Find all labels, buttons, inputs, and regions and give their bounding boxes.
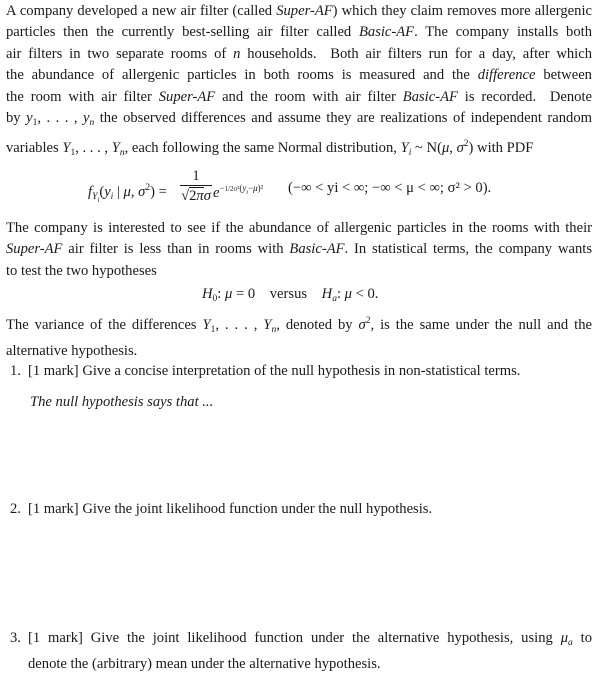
question-1-answer-prompt[interactable]: The null hypothesis says that ... bbox=[30, 394, 214, 410]
intro-line-4: the abundance of allergenic particles in both rooms is measured and the difference between bbox=[6, 67, 592, 84]
question-2-body bbox=[28, 499, 592, 520]
intro-line-6: by $y_1$, . . . , $y_n$ the observed differences and assume they are realizations of independent random bbox=[6, 110, 593, 129]
fraction-bar bbox=[180, 185, 212, 186]
intro-line-5: the room with air filter Super-AF and the room with air filter Basic-AF is recorded. Denote bbox=[6, 88, 592, 105]
product-super-af: Super-AF bbox=[158, 88, 216, 105]
variance-paragraph bbox=[6, 311, 592, 363]
hypotheses bbox=[202, 284, 378, 310]
formula-domain-condition: (−∞ < yi < ∞; −∞ < μ < ∞; σ² > 0). bbox=[288, 180, 492, 196]
product-super-af: Super-AF bbox=[6, 241, 63, 258]
intro-line-1: A company developed a new air filter (called Super-AF) which they claim removes more allergenic bbox=[6, 3, 592, 19]
fraction-denominator: √2πσ bbox=[181, 188, 211, 204]
question-2-marks: [1 mark] bbox=[28, 501, 79, 517]
intro-paragraph bbox=[6, 1, 592, 165]
interest-line-2: Super-AF air filter is less than in rooms with Basic-AF. In statistical terms, the company wants bbox=[6, 241, 592, 258]
product-basic-af: Basic-AF bbox=[289, 241, 345, 258]
pdf-formula bbox=[88, 168, 548, 208]
question-1 bbox=[10, 361, 592, 383]
question-2 bbox=[10, 499, 592, 521]
intro-line-2: particles then the currently best-selling air filter called Basic-AF. The company installs both bbox=[6, 24, 592, 41]
question-3-line-2: denote the (arbitrary) mean under the alternative hypothesis. bbox=[28, 656, 381, 673]
intro-line-7: variables $Y_1$, . . . , $Y_n$, each following the same Normal distribution, $Y_i$ ~ N(μ, $\sigma^2$) with PDF bbox=[6, 139, 534, 159]
interest-line-3: to test the two hypotheses bbox=[6, 262, 157, 279]
question-1-marks: [1 mark] bbox=[28, 363, 79, 379]
question-3-number: 3. bbox=[10, 630, 21, 646]
fraction-numerator: 1 bbox=[192, 168, 200, 184]
question-1-body bbox=[28, 361, 592, 382]
question-1-text: Give a concise interpretation of the null hypothesis in non-statistical terms. bbox=[82, 363, 521, 379]
formula-exponential: $e^{-1/2\sigma^2(y_i-\mu)^2}$ bbox=[213, 183, 264, 201]
question-2-text: Give the joint likelihood function under the null hypothesis. bbox=[82, 501, 433, 517]
question-2-number: 2. bbox=[10, 501, 21, 517]
alternative-hypothesis: $H_a$: μ < 0. bbox=[321, 286, 379, 304]
formula-lhs: $f_{Y_i}(y_i$ | μ, $\sigma^2$) = bbox=[88, 183, 167, 204]
product-super-af: Super-AF bbox=[276, 3, 333, 19]
interest-line-1: The company is interested to see if the abundance of allergenic particles in the rooms with their bbox=[6, 220, 592, 236]
question-3-marks: [1 mark] bbox=[28, 630, 83, 646]
variance-line-1: The variance of the differences $Y_1$, . . . , $Y_n$, denoted by $\sigma^2$, is the same under the null and the bbox=[6, 316, 592, 335]
formula-fraction bbox=[180, 168, 212, 205]
emphasis-difference: difference bbox=[477, 67, 536, 84]
question-3-body bbox=[28, 628, 592, 676]
question-3 bbox=[10, 628, 592, 672]
product-basic-af: Basic-AF bbox=[358, 24, 415, 41]
question-3-line-1: [1 mark] Give the joint likelihood function under the alternative hypothesis, using $\mu_a$ to bbox=[28, 630, 592, 648]
hypotheses-connector: versus bbox=[269, 286, 308, 302]
interest-paragraph bbox=[6, 218, 592, 282]
null-hypothesis: $H_0$: μ = 0 bbox=[202, 286, 256, 304]
question-1-number: 1. bbox=[10, 363, 21, 379]
product-basic-af: Basic-AF bbox=[402, 88, 458, 105]
variance-line-2: alternative hypothesis. bbox=[6, 343, 138, 360]
intro-line-3: air filters in two separate rooms of n households. Both air filters run for a day, after which bbox=[6, 45, 592, 62]
